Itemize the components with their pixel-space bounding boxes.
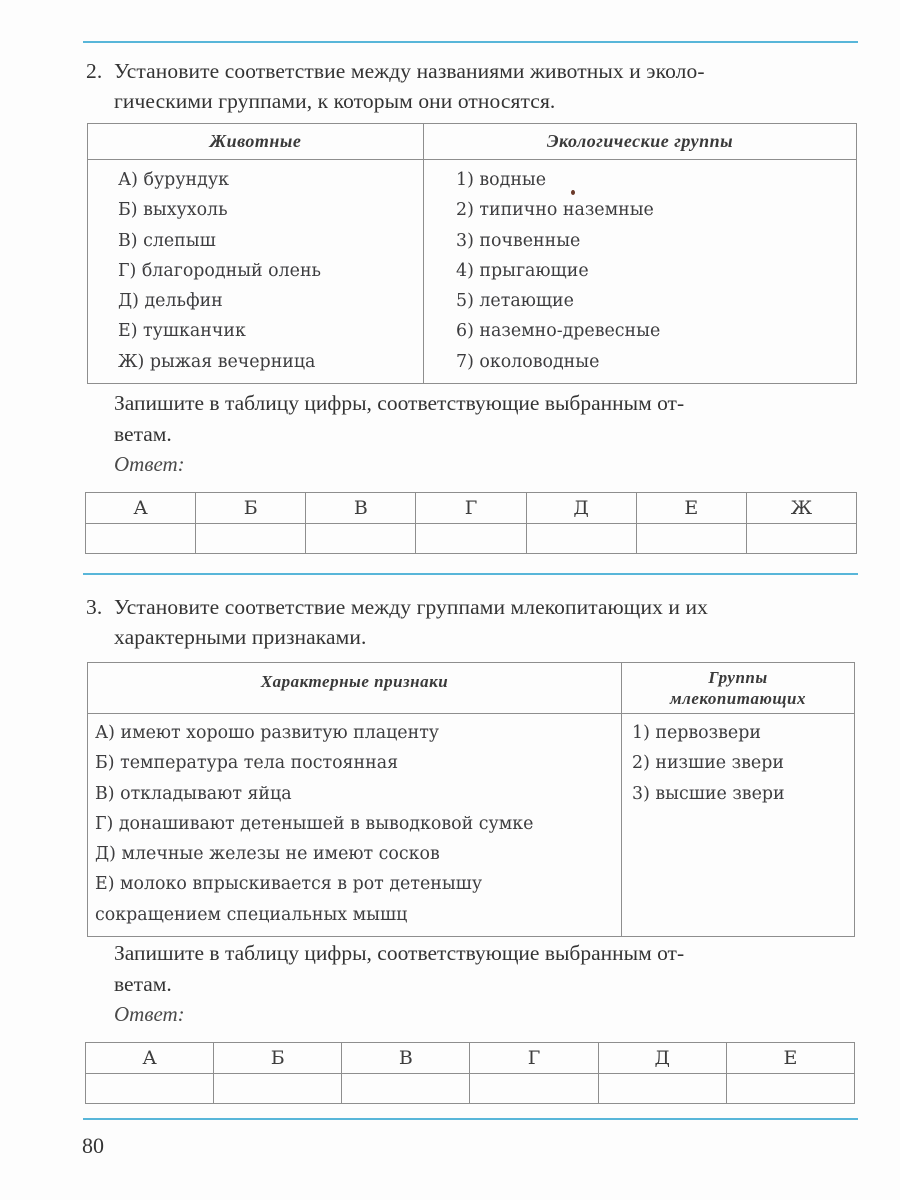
task3-matching-table: [87, 662, 855, 937]
task2-matching-table: [87, 123, 857, 384]
answer-col-header: Е: [636, 493, 746, 524]
task3-title-line2: характерными признаками.: [114, 625, 367, 649]
answer-col-header: В: [306, 493, 416, 524]
answer-cell[interactable]: [526, 524, 636, 554]
top-divider: [83, 41, 858, 43]
task3-instruction: [114, 938, 859, 1000]
answer-cell[interactable]: [342, 1074, 470, 1104]
answer-cell[interactable]: [214, 1074, 342, 1104]
mammal-group-item: 3) высшие звери: [632, 783, 785, 804]
animal-item: Б) выхухоль: [118, 200, 228, 221]
answer-col-header: Б: [196, 493, 306, 524]
eco-group-item: 1) водные: [456, 170, 547, 190]
feature-item: В) откладывают яйца: [95, 783, 292, 804]
task2-number: 2.: [86, 59, 103, 83]
task3-col2-header-line2: млекопитающих: [669, 689, 807, 708]
task2-instruction: [114, 388, 859, 450]
task3-answer-table: [85, 1042, 855, 1104]
task3-answer-label: Ответ:: [114, 1002, 185, 1026]
answer-col-header: А: [86, 493, 196, 524]
mammal-group-item: 1) первозвери: [632, 723, 761, 743]
animal-item: Ж) рыжая вечерница: [118, 351, 316, 372]
answer-cell[interactable]: [746, 524, 856, 554]
feature-item-continued: сокращением специальных мышц: [95, 904, 408, 925]
answer-col-header: А: [86, 1043, 214, 1074]
task2-answer-table: [85, 492, 857, 554]
eco-group-item: 5) летающие: [456, 291, 574, 312]
animal-item: Д) дельфин: [118, 291, 223, 312]
answer-col-header: Д: [598, 1043, 726, 1074]
feature-item: Б) температура тела постоянная: [95, 753, 399, 774]
task3-col2-header-line1: Группы: [708, 668, 768, 687]
animal-item: Г) благородный олень: [118, 260, 322, 281]
answer-cell[interactable]: [86, 524, 196, 554]
middle-divider: [83, 573, 858, 575]
answer-col-header: Г: [470, 1043, 598, 1074]
print-speck: [571, 190, 575, 195]
answer-cell[interactable]: [470, 1074, 598, 1104]
task2-animals-list: [88, 160, 424, 384]
task2-instruction-line1: Запишите в таблицу цифры, соответствующие выбранным от-: [114, 391, 685, 415]
eco-group-item: 2) типично наземные: [456, 200, 654, 221]
answer-col-header: Г: [416, 493, 526, 524]
answer-col-header: В: [342, 1043, 470, 1074]
animal-item: Е) тушканчик: [118, 321, 246, 342]
answer-cell[interactable]: [598, 1074, 726, 1104]
task3-title: [86, 592, 866, 652]
task3-title-line1: Установите соответствие между группами млекопитающих и их: [114, 595, 708, 619]
task2-groups-list: [424, 160, 857, 384]
eco-group-item: 3) почвенные: [456, 230, 581, 251]
task2-title-line2: гическими группами, к которым они относятся.: [114, 89, 556, 113]
answer-col-header: Д: [526, 493, 636, 524]
answer-col-header: Е: [726, 1043, 854, 1074]
feature-item: Г) донашивают детенышей в выводковой сумке: [95, 813, 534, 834]
task3-groups-list: [622, 714, 855, 937]
task2-col2-header: Экологические группы: [424, 124, 857, 160]
mammal-group-item: 2) низшие звери: [632, 753, 784, 774]
task2-title-line1: Установите соответствие между названиями животных и эколо-: [114, 59, 705, 83]
answer-cell[interactable]: [196, 524, 306, 554]
task2-title: [86, 56, 866, 116]
eco-group-item: 6) наземно-древесные: [456, 321, 661, 342]
answer-cell[interactable]: [306, 524, 416, 554]
answer-col-header: Б: [214, 1043, 342, 1074]
answer-cell[interactable]: [416, 524, 526, 554]
page-number: 80: [82, 1133, 104, 1158]
feature-item: Е) молоко впрыскивается в рот детенышу: [95, 874, 483, 895]
task2-col1-header: Животные: [88, 124, 424, 160]
task3-col2-header: [622, 663, 855, 714]
task2-answer-label: Ответ:: [114, 452, 185, 476]
task3-col1-header: Характерные признаки: [88, 663, 622, 714]
answer-col-header: Ж: [746, 493, 856, 524]
task3-instruction-line2: ветам.: [114, 972, 172, 996]
answer-cell[interactable]: [726, 1074, 854, 1104]
answer-cell[interactable]: [86, 1074, 214, 1104]
eco-group-item: 7) околоводные: [456, 351, 600, 372]
task3-number: 3.: [86, 595, 103, 619]
task3-instruction-line1: Запишите в таблицу цифры, соответствующие выбранным от-: [114, 941, 685, 965]
bottom-divider: [83, 1118, 858, 1120]
eco-group-item: 4) прыгающие: [456, 260, 589, 281]
feature-item: А) имеют хорошо развитую плаценту: [95, 723, 440, 743]
task3-features-list: [88, 714, 622, 937]
feature-item: Д) млечные железы не имеют сосков: [95, 844, 440, 865]
animal-item: А) бурундук: [118, 170, 229, 190]
task2-instruction-line2: ветам.: [114, 422, 172, 446]
answer-cell[interactable]: [636, 524, 746, 554]
animal-item: В) слепыш: [118, 230, 216, 251]
